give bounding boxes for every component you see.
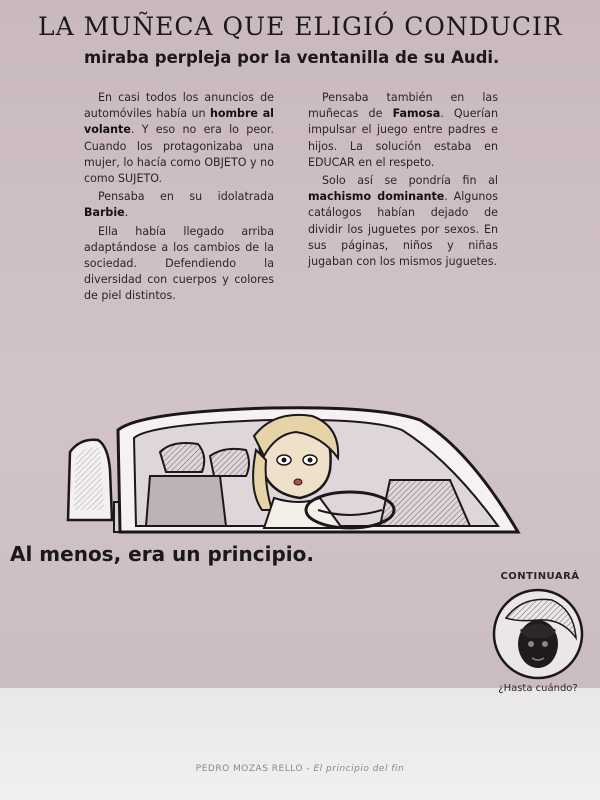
paragraph: Solo así se pondría fin al machismo dominante. Algunos catálogos habían dejado de dividir los juguetes por sexos. En sus páginas, niños y niñas jugaban con los mismos juguetes. (308, 174, 498, 269)
car-illustration (50, 360, 550, 540)
footer-credit: PEDRO MOZAS RELLO - El principio del fin (195, 764, 405, 774)
doll-face-medallion-icon (492, 588, 584, 680)
emphasis: Barbie (84, 206, 125, 220)
work-title: El principio del fin (313, 764, 405, 774)
emphasis: hombre al volante (84, 107, 274, 137)
title-text: LA MUÑECA QUE ELIGIÓ CONDUCIR (38, 12, 563, 41)
paragraph: Ella había llegado arriba adaptándose a los cambios de la sociedad. Defendiendo la diversidad con cuerpos y colores de piel distintos. (84, 224, 274, 303)
paragraph: Pensaba también en las muñecas de Famosa. Querían impulsar el juego entre padres e hijos. La solución estaba en EDUCAR en el respeto. (308, 91, 498, 169)
page-subtitle: miraba perpleja por la ventanilla de su Audi. (84, 48, 500, 67)
panel-caption: Al menos, era un principio. (10, 542, 314, 566)
page-title (38, 12, 598, 41)
book-margin (0, 688, 600, 800)
author-name: PEDRO MOZAS RELLO (195, 764, 304, 774)
emphasis: machismo dominante (308, 190, 445, 204)
question-label: ¿Hasta cuándo? (498, 683, 578, 694)
paragraph: En casi todos los anuncios de automóviles había un hombre al volante. Y eso no era lo peor. Cuando los protagonizaba una mujer, lo hacía como OBJETO y no como SUJETO. (84, 91, 274, 186)
text-column-left (84, 90, 274, 307)
emphasis: Famosa (392, 107, 441, 121)
paragraph: Pensaba en su idolatrada Barbie. (84, 190, 274, 220)
text-column-right (308, 90, 498, 272)
to-be-continued-label: CONTINUARÁ (500, 571, 580, 582)
